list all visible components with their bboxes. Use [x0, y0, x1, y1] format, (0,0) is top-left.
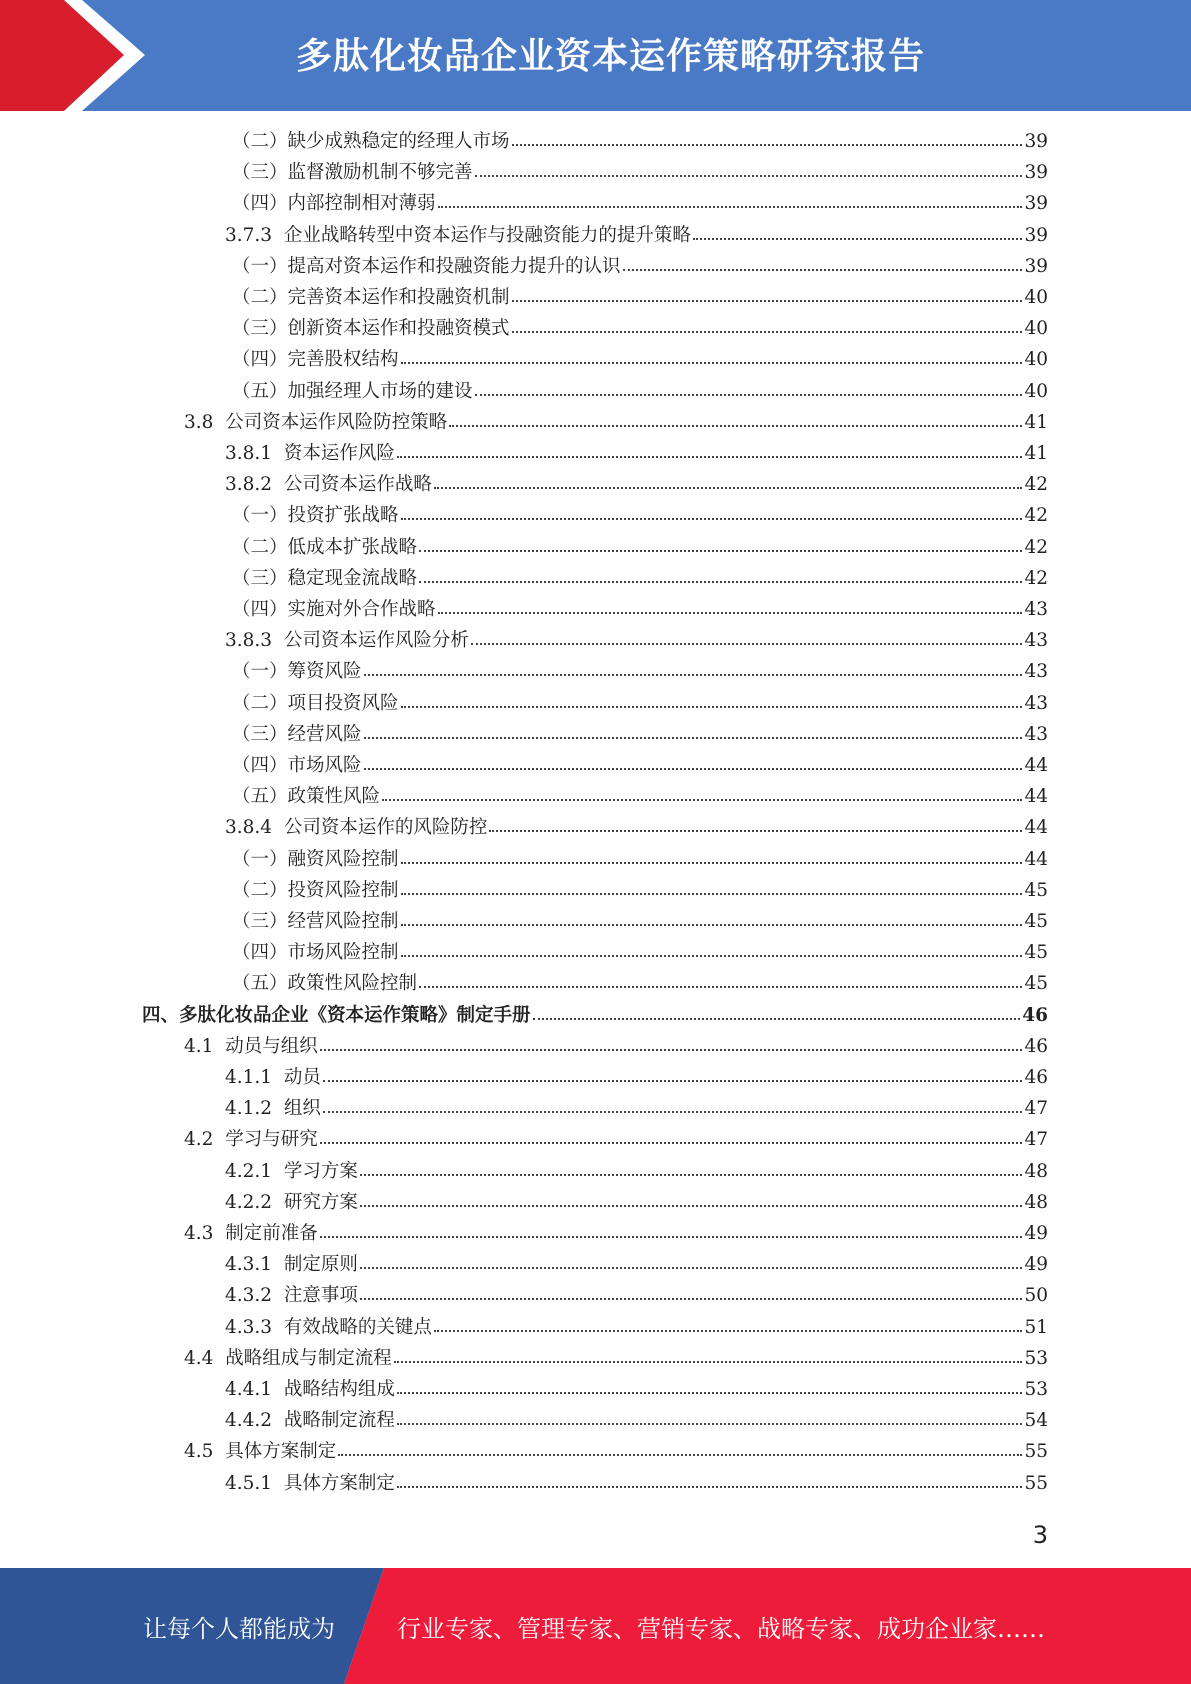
toc-entry-number: 4.3.3 — [225, 1317, 273, 1338]
toc-entry-number: 4.3 — [184, 1223, 214, 1244]
toc-entry[interactable] — [232, 594, 1048, 625]
toc-entry-label — [232, 376, 473, 407]
toc-entry-page: 48 — [1024, 1192, 1048, 1213]
toc-entry-label — [232, 968, 417, 999]
toc-entry-label — [232, 500, 399, 531]
toc-entry-title: 组织 — [283, 1098, 321, 1119]
toc-leader-dots — [364, 674, 1023, 676]
report-title: 多肽化妆品企业资本运作策略研究报告 — [295, 36, 925, 77]
toc-entry-label — [232, 594, 436, 625]
toc-entry-label — [184, 1218, 318, 1249]
toc-entry-label — [232, 688, 399, 719]
toc-entry-page: 43 — [1024, 693, 1048, 714]
toc-entry-title: 制定原则 — [283, 1254, 358, 1275]
toc-entry[interactable] — [225, 1280, 1048, 1311]
toc-entry[interactable] — [232, 563, 1048, 594]
toc-entry-title: （二）项目投资风险 — [232, 693, 399, 714]
toc-leader-dots — [401, 955, 1023, 957]
toc-leader-dots — [320, 1142, 1023, 1144]
toc-leader-dots — [397, 1392, 1023, 1394]
toc-entry[interactable] — [225, 1374, 1048, 1405]
toc-leader-dots — [323, 1080, 1023, 1082]
toc-entry-title: （五）加强经理人市场的建设 — [232, 381, 473, 402]
toc-leader-dots — [360, 1298, 1023, 1300]
toc-entry-number: 3.8 — [184, 412, 214, 433]
toc-entry-label — [225, 1468, 395, 1499]
toc-entry-label — [232, 750, 362, 781]
toc-entry-label — [142, 1000, 531, 1031]
toc-entry[interactable] — [232, 844, 1048, 875]
toc-entry[interactable] — [232, 344, 1048, 375]
toc-entry[interactable] — [232, 532, 1048, 563]
toc-entry-page: 44 — [1024, 786, 1048, 807]
toc-entry-title: 资本运作风险 — [283, 443, 395, 464]
toc-leader-dots — [438, 612, 1023, 614]
toc-leader-dots — [419, 550, 1022, 552]
toc-entry-title: 公司资本运作的风险防控 — [283, 817, 488, 838]
toc-entry-page: 49 — [1024, 1254, 1048, 1275]
toc-leader-dots — [449, 425, 1022, 427]
toc-leader-dots — [401, 706, 1023, 708]
toc-leader-dots — [419, 581, 1022, 583]
toc-entry-title: 公司资本运作战略 — [283, 474, 432, 495]
toc-entry-title: （四）内部控制相对薄弱 — [232, 193, 436, 214]
toc-entry-page: 42 — [1024, 505, 1048, 526]
toc-entry-title: 注意事项 — [283, 1285, 358, 1306]
toc-entry-number: 3.8.3 — [225, 630, 273, 651]
toc-entry-page: 40 — [1024, 318, 1048, 339]
toc-entry[interactable] — [232, 656, 1048, 687]
toc-entry[interactable] — [232, 313, 1048, 344]
toc-entry-label — [232, 937, 399, 968]
toc-entry-number: 4.4 — [184, 1348, 214, 1369]
toc-entry[interactable] — [225, 220, 1048, 251]
toc-entry[interactable] — [225, 1062, 1048, 1093]
toc-entry-title: 公司资本运作风险防控策略 — [225, 412, 448, 433]
toc-leader-dots — [401, 518, 1023, 520]
toc-entry-page: 47 — [1024, 1129, 1048, 1150]
page-header — [0, 0, 1191, 111]
toc-entry-number: 4.1.1 — [225, 1067, 273, 1088]
toc-leader-dots — [397, 1486, 1023, 1488]
toc-entry-title: 有效战略的关键点 — [283, 1317, 432, 1338]
toc-entry-title: 公司资本运作风险分析 — [283, 630, 469, 651]
toc-entry-page: 49 — [1024, 1223, 1048, 1244]
toc-entry-label — [232, 844, 399, 875]
toc-entry-label — [225, 469, 432, 500]
toc-entry-label — [225, 1405, 395, 1436]
toc-entry-label — [232, 313, 510, 344]
toc-entry-title: 制定前准备 — [225, 1223, 318, 1244]
toc-leader-dots — [360, 1174, 1023, 1176]
toc-leader-dots — [320, 1049, 1023, 1051]
toc-entry[interactable] — [232, 750, 1048, 781]
toc-entry[interactable] — [225, 1249, 1048, 1280]
toc-entry-label — [232, 656, 362, 687]
toc-entry-number: 4.5.1 — [225, 1473, 273, 1494]
toc-entry[interactable] — [232, 719, 1048, 750]
toc-entry-page: 40 — [1024, 349, 1048, 370]
toc-entry-label — [232, 563, 417, 594]
toc-entry-title: 学习方案 — [283, 1161, 358, 1182]
toc-entry[interactable] — [225, 812, 1048, 843]
toc-entry-page: 39 — [1024, 225, 1048, 246]
toc-entry-number: 3.7.3 — [225, 225, 273, 246]
toc-leader-dots — [364, 737, 1023, 739]
toc-leader-dots — [364, 768, 1023, 770]
toc-entry-page: 40 — [1024, 287, 1048, 308]
toc-entry-page: 46 — [1024, 1036, 1048, 1057]
toc-entry-page: 43 — [1024, 724, 1048, 745]
toc-entry-number: 4.2.1 — [225, 1161, 273, 1182]
toc-entry-title: （二）投资风险控制 — [232, 880, 399, 901]
toc-entry[interactable] — [232, 251, 1048, 282]
toc-entry[interactable] — [232, 906, 1048, 937]
toc-leader-dots — [438, 206, 1023, 208]
toc-entry-page: 45 — [1024, 942, 1048, 963]
toc-entry[interactable] — [184, 1436, 1048, 1467]
toc-entry-number: 3.8.4 — [225, 817, 273, 838]
toc-entry-label — [232, 875, 399, 906]
toc-entry-page: 42 — [1024, 474, 1048, 495]
toc-entry-title: （二）完善资本运作和投融资机制 — [232, 287, 510, 308]
toc-entry-page: 42 — [1024, 568, 1048, 589]
toc-entry-page: 43 — [1024, 630, 1048, 651]
toc-entry-title: （四）完善股权结构 — [232, 349, 399, 370]
toc-entry-label — [225, 1187, 358, 1218]
toc-entry-number: 4.4.2 — [225, 1410, 273, 1431]
toc-entry-page: 50 — [1024, 1285, 1048, 1306]
toc-entry-title: （五）政策性风险 — [232, 786, 381, 807]
toc-leader-dots — [397, 456, 1023, 458]
toc-entry-label — [225, 438, 395, 469]
toc-entry-page: 53 — [1024, 1379, 1048, 1400]
toc-entry[interactable] — [232, 500, 1048, 531]
toc-leader-dots — [401, 924, 1023, 926]
toc-entry[interactable] — [225, 1156, 1048, 1187]
toc-entry-label — [232, 532, 417, 563]
toc-entry-title: 动员 — [283, 1067, 321, 1088]
toc-leader-dots — [397, 1423, 1023, 1425]
toc-entry-title: （三）稳定现金流战略 — [232, 568, 418, 589]
toc-entry-title: 具体方案制定 — [225, 1441, 337, 1462]
toc-entry-page: 43 — [1024, 599, 1048, 620]
toc-entry-title: （三）经营风险控制 — [232, 911, 399, 932]
toc-leader-dots — [382, 799, 1022, 801]
toc-leader-dots — [401, 362, 1023, 364]
toc-leader-dots — [623, 269, 1023, 271]
toc-entry-label — [232, 906, 399, 937]
toc-entry[interactable] — [232, 282, 1048, 313]
toc-entry-page: 48 — [1024, 1161, 1048, 1182]
toc-entry[interactable] — [184, 1343, 1048, 1374]
toc-entry-label — [225, 1312, 432, 1343]
toc-entry-label — [232, 719, 362, 750]
toc-entry-page: 51 — [1024, 1317, 1048, 1338]
toc-entry-number: 4.4.1 — [225, 1379, 273, 1400]
toc-leader-dots — [320, 1236, 1023, 1238]
toc-entry[interactable] — [232, 781, 1048, 812]
toc-leader-dots — [338, 1454, 1022, 1456]
toc-entry-page: 44 — [1024, 849, 1048, 870]
toc-entry[interactable] — [142, 1000, 1048, 1031]
toc-entry-title: 战略组成与制定流程 — [225, 1348, 392, 1369]
toc-entry[interactable] — [232, 875, 1048, 906]
toc-entry-label — [225, 1249, 358, 1280]
toc-entry-label — [225, 1280, 358, 1311]
toc-leader-dots — [394, 1361, 1023, 1363]
toc-entry-page: 46 — [1022, 1005, 1048, 1026]
toc-entry-page: 53 — [1024, 1348, 1048, 1369]
toc-entry-title: 四、多肽化妆品企业《资本运作策略》制定手册 — [142, 1005, 531, 1026]
toc-entry-label — [232, 781, 380, 812]
toc-entry-label — [232, 157, 473, 188]
toc-entry-title: （三）监督激励机制不够完善 — [232, 162, 473, 183]
toc-entry[interactable] — [184, 1218, 1048, 1249]
toc-entry-page: 42 — [1024, 537, 1048, 558]
toc-entry-page: 46 — [1024, 1067, 1048, 1088]
toc-entry-title: 战略制定流程 — [283, 1410, 395, 1431]
toc-entry-number: 4.3.1 — [225, 1254, 273, 1275]
toc-entry-title: （二）低成本扩张战略 — [232, 537, 418, 558]
toc-entry-label — [184, 407, 447, 438]
toc-entry-title: （一）投资扩张战略 — [232, 505, 399, 526]
toc-entry-number: 4.3.2 — [225, 1285, 273, 1306]
toc-entry[interactable] — [184, 407, 1048, 438]
toc-entry-title: （四）市场风险 — [232, 755, 362, 776]
page-footer — [0, 1568, 1191, 1684]
toc-leader-dots — [533, 1018, 1021, 1020]
toc-entry-number: 4.1 — [184, 1036, 214, 1057]
toc-leader-dots — [360, 1205, 1023, 1207]
toc-entry[interactable] — [232, 126, 1048, 157]
toc-entry-title: 学习与研究 — [225, 1129, 318, 1150]
toc-entry[interactable] — [232, 188, 1048, 219]
toc-entry-label — [184, 1124, 318, 1155]
toc-entry-label — [232, 344, 399, 375]
toc-leader-dots — [401, 862, 1023, 864]
toc-entry-label — [225, 1093, 321, 1124]
toc-entry-page: 41 — [1024, 443, 1048, 464]
toc-leader-dots — [693, 238, 1023, 240]
toc-entry[interactable] — [225, 438, 1048, 469]
toc-entry-title: 研究方案 — [283, 1192, 358, 1213]
toc-entry-title: （四）市场风险控制 — [232, 942, 399, 963]
toc-entry-title: （四）实施对外合作战略 — [232, 599, 436, 620]
toc-entry[interactable] — [232, 157, 1048, 188]
toc-entry-label — [184, 1031, 318, 1062]
toc-entry-label — [225, 220, 691, 251]
toc-entry-label — [225, 1156, 358, 1187]
toc-entry-label — [225, 1062, 321, 1093]
toc-entry-title: （三）创新资本运作和投融资模式 — [232, 318, 510, 339]
toc-leader-dots — [471, 643, 1023, 645]
toc-entry[interactable] — [232, 937, 1048, 968]
toc-entry[interactable] — [184, 1031, 1048, 1062]
toc-entry[interactable] — [225, 1187, 1048, 1218]
toc-entry[interactable] — [184, 1124, 1048, 1155]
toc-entry[interactable] — [225, 625, 1048, 656]
toc-entry-page: 39 — [1024, 131, 1048, 152]
footer-slogan-right: 行业专家、管理专家、营销专家、战略专家、成功企业家…… — [397, 1615, 1045, 1643]
toc-entry-title: （一）筹资风险 — [232, 661, 362, 682]
toc-entry-label — [232, 251, 621, 282]
toc-entry-label — [232, 188, 436, 219]
toc-entry-number: 4.5 — [184, 1441, 214, 1462]
toc-entry[interactable] — [225, 1468, 1048, 1499]
toc-leader-dots — [323, 1111, 1023, 1113]
toc-entry-page: 45 — [1024, 911, 1048, 932]
toc-entry-page: 44 — [1024, 755, 1048, 776]
toc-entry-page: 47 — [1024, 1098, 1048, 1119]
toc-leader-dots — [419, 986, 1022, 988]
toc-leader-dots — [512, 144, 1023, 146]
toc-entry-number: 3.8.2 — [225, 474, 273, 495]
toc-entry-label — [225, 1374, 395, 1405]
toc-entry-label — [232, 126, 510, 157]
toc-entry-label — [184, 1436, 336, 1467]
toc-leader-dots — [360, 1267, 1023, 1269]
toc-entry-number: 4.2.2 — [225, 1192, 273, 1213]
page-number: 3 — [1032, 1521, 1048, 1549]
toc-entry-page: 44 — [1024, 817, 1048, 838]
toc-entry-page: 55 — [1024, 1473, 1048, 1494]
toc-entry-title: 具体方案制定 — [283, 1473, 395, 1494]
toc-entry-page: 39 — [1024, 193, 1048, 214]
toc-entry-page: 39 — [1024, 162, 1048, 183]
toc-entry-title: 战略结构组成 — [283, 1379, 395, 1400]
toc-entry-title: （五）政策性风险控制 — [232, 973, 418, 994]
toc-entry-number: 4.1.2 — [225, 1098, 273, 1119]
toc-leader-dots — [475, 175, 1023, 177]
toc-leader-dots — [512, 300, 1023, 302]
toc-entry-label — [184, 1343, 392, 1374]
toc-entry[interactable] — [225, 1312, 1048, 1343]
toc-leader-dots — [489, 830, 1022, 832]
toc-entry-page: 45 — [1024, 973, 1048, 994]
toc-entry[interactable] — [225, 1093, 1048, 1124]
toc-entry-page: 55 — [1024, 1441, 1048, 1462]
toc-entry[interactable] — [232, 688, 1048, 719]
toc-entry-page: 43 — [1024, 661, 1048, 682]
toc-entry-page: 41 — [1024, 412, 1048, 433]
toc-entry-title: （一）提高对资本运作和投融资能力提升的认识 — [232, 256, 621, 277]
toc-leader-dots — [401, 893, 1023, 895]
toc-entry[interactable] — [225, 1405, 1048, 1436]
toc-entry-label — [225, 812, 487, 843]
toc-entry-label — [225, 625, 469, 656]
toc-entry-page: 45 — [1024, 880, 1048, 901]
toc-entry-title: （一）融资风险控制 — [232, 849, 399, 870]
toc-entry-title: （三）经营风险 — [232, 724, 362, 745]
toc-entry-title: 动员与组织 — [225, 1036, 318, 1057]
toc-entry[interactable] — [225, 469, 1048, 500]
toc-entry-number: 4.2 — [184, 1129, 214, 1150]
toc-entry[interactable] — [232, 968, 1048, 999]
toc-entry-title: （二）缺少成熟稳定的经理人市场 — [232, 131, 510, 152]
footer-slogan-left: 让每个人都能成为 — [143, 1615, 335, 1643]
toc-entry-page: 39 — [1024, 256, 1048, 277]
toc-entry-number: 3.8.1 — [225, 443, 273, 464]
toc-entry[interactable] — [232, 376, 1048, 407]
toc-entry-label — [232, 282, 510, 313]
toc-leader-dots — [512, 331, 1023, 333]
toc-leader-dots — [434, 487, 1023, 489]
toc-entry-page: 40 — [1024, 381, 1048, 402]
toc-entry-title: 企业战略转型中资本运作与投融资能力的提升策略 — [283, 225, 691, 246]
toc-leader-dots — [434, 1330, 1023, 1332]
toc-entry-page: 54 — [1024, 1410, 1048, 1431]
toc-leader-dots — [475, 394, 1023, 396]
